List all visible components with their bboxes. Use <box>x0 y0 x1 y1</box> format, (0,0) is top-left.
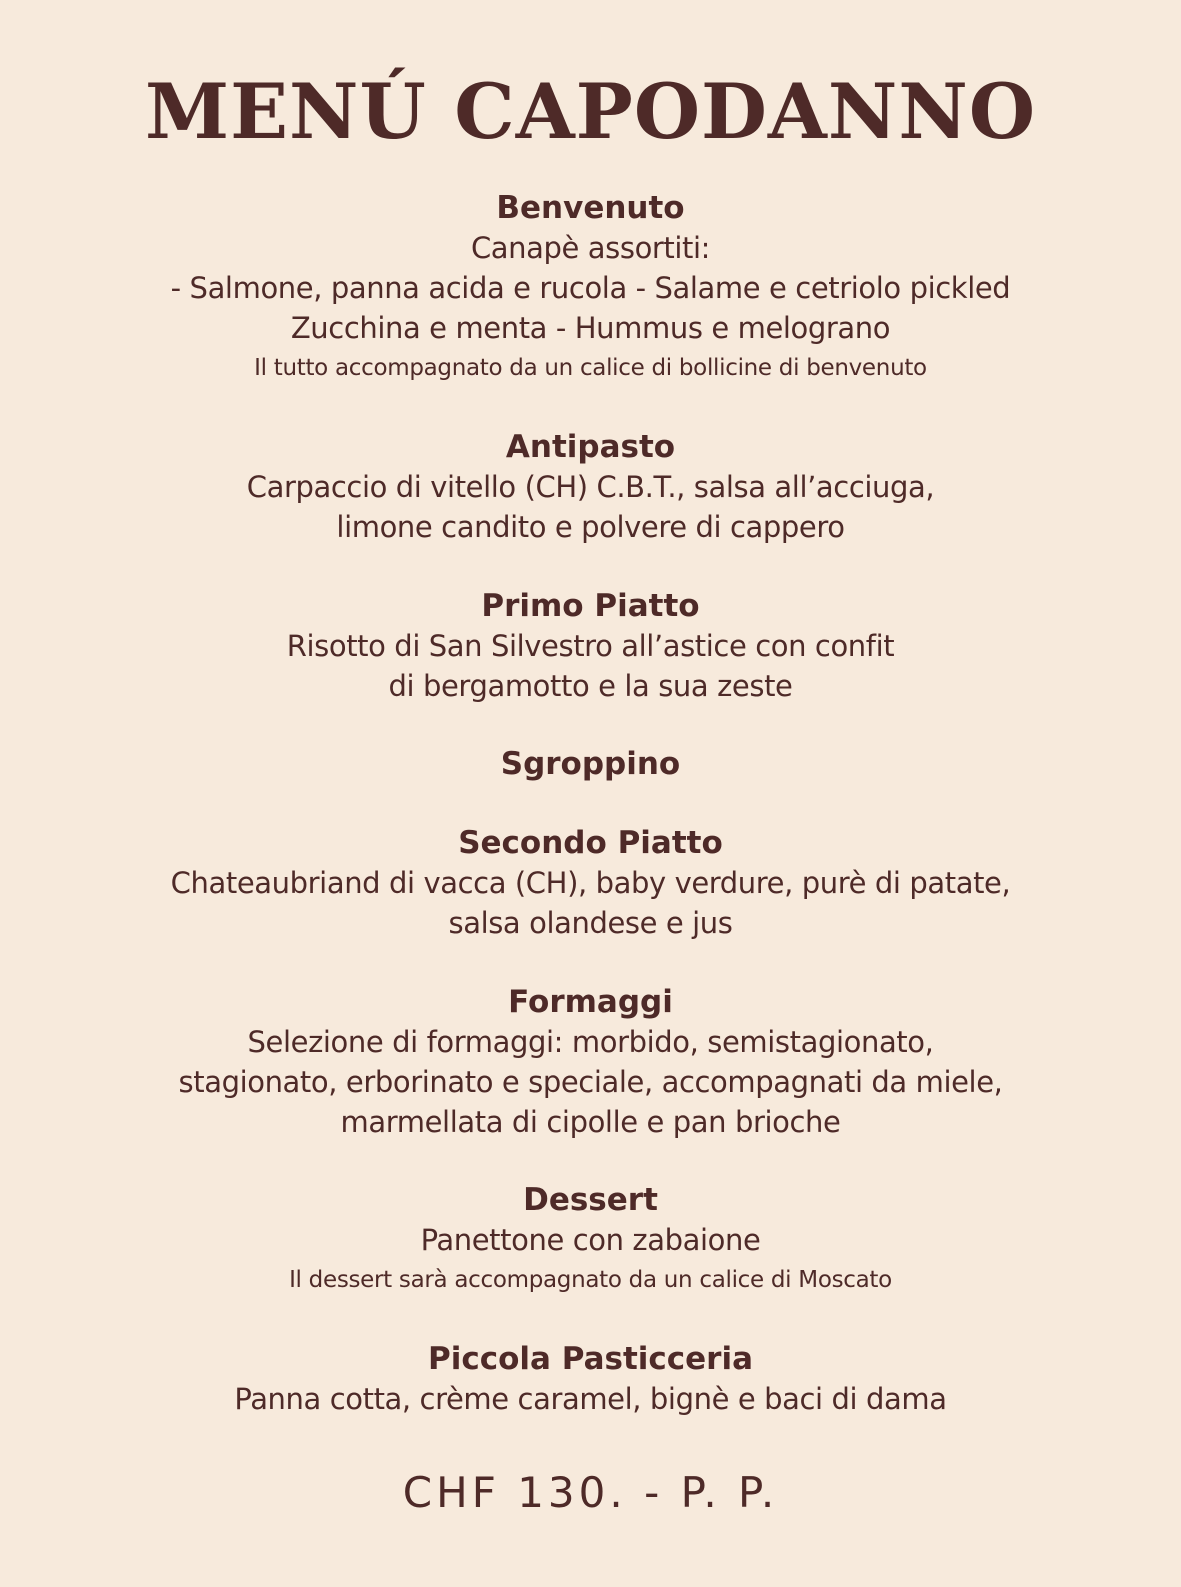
section-heading: Sgroppino <box>500 746 681 782</box>
section-primo-piatto <box>0 586 1181 706</box>
section-note: Il tutto accompagnato da un calice di bollicine di benvenuto <box>254 355 927 381</box>
section-note: Il dessert sarà accompagnato da un calice di Moscato <box>289 1267 892 1293</box>
section-line: salsa olandese e jus <box>448 906 733 940</box>
section-line: marmellata di cipolle e pan brioche <box>340 1105 841 1139</box>
section-line: Panna cotta, crème caramel, bignè e baci di dama <box>234 1382 947 1416</box>
section-piccola-pasticceria <box>0 1339 1181 1419</box>
section-line: Canapè assortiti: <box>470 231 711 265</box>
section-line: Carpaccio di vitello (CH) C.B.T., salsa all’acciuga, <box>246 470 935 504</box>
section-dessert <box>0 1180 1181 1300</box>
section-antipasto <box>0 427 1181 547</box>
section-heading: Antipasto <box>505 429 676 465</box>
section-line: Chateaubriand di vacca (CH), baby verdure, purè di patate, <box>170 866 1011 900</box>
section-sgroppino <box>0 744 1181 784</box>
section-heading: Secondo Piatto <box>458 825 723 861</box>
section-line: - Salmone, panna acida e rucola - Salame e cetriolo pickled <box>170 271 1011 305</box>
section-formaggi <box>0 982 1181 1142</box>
section-line: Risotto di San Silvestro all’astice con confit <box>286 629 895 663</box>
section-heading: Benvenuto <box>496 190 685 226</box>
section-heading: Piccola Pasticceria <box>427 1341 754 1377</box>
menu-title: MENÚ CAPODANNO <box>144 67 1037 156</box>
menu-price: CHF 130. - P. P. <box>402 1468 779 1517</box>
section-line: di bergamotto e la sua zeste <box>388 669 793 703</box>
section-heading: Dessert <box>523 1182 658 1218</box>
section-line: Selezione di formaggi: morbido, semistagionato, <box>247 1025 934 1059</box>
section-secondo-piatto <box>0 823 1181 943</box>
section-heading: Primo Piatto <box>481 588 700 624</box>
section-line: Panettone con zabaione <box>420 1223 761 1257</box>
section-line: limone candito e polvere di cappero <box>336 510 845 544</box>
section-benvenuto <box>0 188 1181 388</box>
section-line: stagionato, erborinato e speciale, accompagnati da miele, <box>178 1065 1003 1099</box>
section-line: Zucchina e menta - Hummus e melograno <box>290 311 891 345</box>
section-heading: Formaggi <box>508 984 673 1020</box>
